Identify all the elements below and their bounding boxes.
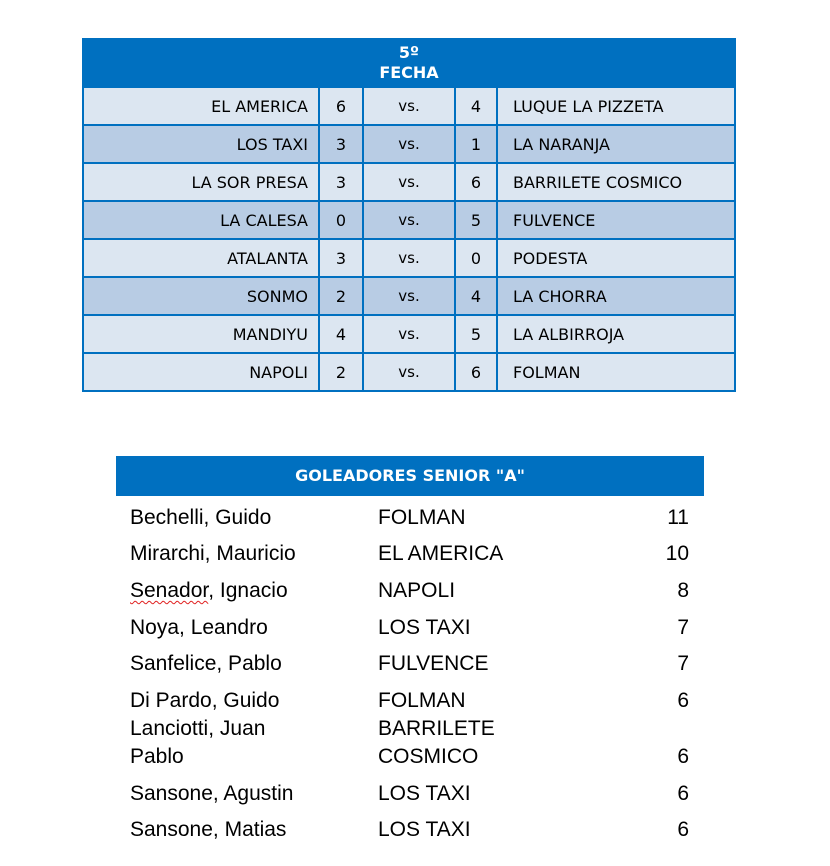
home-team: LOS TAXI bbox=[84, 126, 320, 162]
scorer-row bbox=[116, 715, 704, 771]
vs-label: vs. bbox=[364, 354, 456, 390]
scorer-name: Lanciotti, Juan Pablo bbox=[130, 717, 266, 768]
scorers-header: GOLEADORES SENIOR "A" bbox=[116, 456, 704, 496]
home-team: LA SOR PRESA bbox=[84, 164, 320, 200]
scorer-name: Mirarchi, Mauricio bbox=[130, 542, 296, 565]
scorer-team: FOLMAN bbox=[378, 506, 466, 529]
home-score: 3 bbox=[320, 164, 364, 200]
away-score: 5 bbox=[456, 202, 498, 238]
scorer-goals: 7 bbox=[677, 652, 689, 675]
away-score: 6 bbox=[456, 164, 498, 200]
home-score: 6 bbox=[320, 88, 364, 124]
vs-label: vs. bbox=[364, 240, 456, 276]
away-score: 6 bbox=[456, 354, 498, 390]
scorer-team: FOLMAN bbox=[378, 689, 466, 712]
scorer-goals: 6 bbox=[677, 818, 689, 841]
scorer-name: Senador, Ignacio bbox=[130, 579, 288, 602]
away-score: 5 bbox=[456, 316, 498, 352]
away-team: FULVENCE bbox=[513, 210, 596, 230]
vs-label: vs. bbox=[364, 126, 456, 162]
scorer-goals: 6 bbox=[677, 689, 689, 712]
match-row bbox=[84, 202, 734, 240]
away-score: 1 bbox=[456, 126, 498, 162]
home-score: 4 bbox=[320, 316, 364, 352]
vs-label: vs. bbox=[364, 164, 456, 200]
away-team: FOLMAN bbox=[513, 362, 581, 382]
scorer-goals: 11 bbox=[667, 506, 689, 529]
home-score: 2 bbox=[320, 354, 364, 390]
away-score: 4 bbox=[456, 88, 498, 124]
home-team: MANDIYU bbox=[84, 316, 320, 352]
away-team: LA CHORRA bbox=[513, 286, 607, 306]
fixture-header bbox=[82, 38, 736, 88]
scorer-row bbox=[116, 780, 704, 808]
fixture-round-number: 5º bbox=[398, 43, 420, 62]
scorer-row bbox=[116, 816, 704, 844]
home-score: 3 bbox=[320, 126, 364, 162]
spellcheck-flagged-word[interactable]: Senador bbox=[130, 579, 209, 602]
home-score: 3 bbox=[320, 240, 364, 276]
away-score: 4 bbox=[456, 278, 498, 314]
scorer-team: EL AMERICA bbox=[378, 542, 504, 565]
vs-label: vs. bbox=[364, 278, 456, 314]
scorer-team: LOS TAXI bbox=[378, 818, 471, 841]
scorer-team: FULVENCE bbox=[378, 652, 489, 675]
scorer-team: LOS TAXI bbox=[378, 782, 471, 805]
home-team: LA CALESA bbox=[84, 202, 320, 238]
match-row bbox=[84, 164, 734, 202]
scorer-row bbox=[116, 687, 704, 715]
scorer-goals: 8 bbox=[677, 579, 689, 602]
scorer-name: Sanfelice, Pablo bbox=[130, 652, 282, 675]
away-team: LA ALBIRROJA bbox=[513, 324, 625, 344]
scorer-team: BARRILETE COSMICO bbox=[378, 717, 495, 768]
vs-label: vs. bbox=[364, 202, 456, 238]
vs-label: vs. bbox=[364, 316, 456, 352]
scorer-goals: 7 bbox=[677, 616, 689, 639]
away-team: LUQUE LA PIZZETA bbox=[513, 96, 664, 116]
match-row bbox=[84, 126, 734, 164]
home-team: SONMO bbox=[84, 278, 320, 314]
scorer-team: NAPOLI bbox=[378, 579, 456, 602]
home-team: ATALANTA bbox=[84, 240, 320, 276]
scorer-name: Di Pardo, Guido bbox=[130, 689, 280, 712]
scorer-row bbox=[116, 577, 704, 605]
match-row bbox=[84, 278, 734, 316]
fixture-rows bbox=[82, 88, 736, 392]
vs-label: vs. bbox=[364, 88, 456, 124]
scorer-goals: 6 bbox=[677, 745, 689, 768]
scorer-row bbox=[116, 540, 704, 568]
fixture-round-label: FECHA bbox=[379, 63, 439, 82]
away-team: BARRILETE COSMICO bbox=[513, 172, 683, 192]
match-row bbox=[84, 88, 734, 126]
home-team: EL AMERICA bbox=[84, 88, 320, 124]
scorer-row bbox=[116, 504, 704, 532]
scorers-table bbox=[116, 456, 704, 841]
scorer-goals: 10 bbox=[665, 542, 689, 565]
scorer-row bbox=[116, 650, 704, 678]
scorer-name: Sansone, Matias bbox=[130, 818, 287, 841]
home-score: 0 bbox=[320, 202, 364, 238]
scorer-name: Sansone, Agustin bbox=[130, 782, 294, 805]
scorer-team: LOS TAXI bbox=[378, 616, 471, 639]
match-row bbox=[84, 316, 734, 354]
home-score: 2 bbox=[320, 278, 364, 314]
home-team: NAPOLI bbox=[84, 354, 320, 390]
away-team: LA NARANJA bbox=[513, 134, 610, 154]
match-row bbox=[84, 240, 734, 278]
scorer-row bbox=[116, 614, 704, 642]
scorer-name: Bechelli, Guido bbox=[130, 506, 272, 529]
fixture-table bbox=[82, 38, 736, 392]
scorer-goals: 6 bbox=[677, 782, 689, 805]
away-team: PODESTA bbox=[513, 248, 588, 268]
away-score: 0 bbox=[456, 240, 498, 276]
match-row bbox=[84, 354, 734, 392]
scorer-name: Noya, Leandro bbox=[130, 616, 268, 639]
